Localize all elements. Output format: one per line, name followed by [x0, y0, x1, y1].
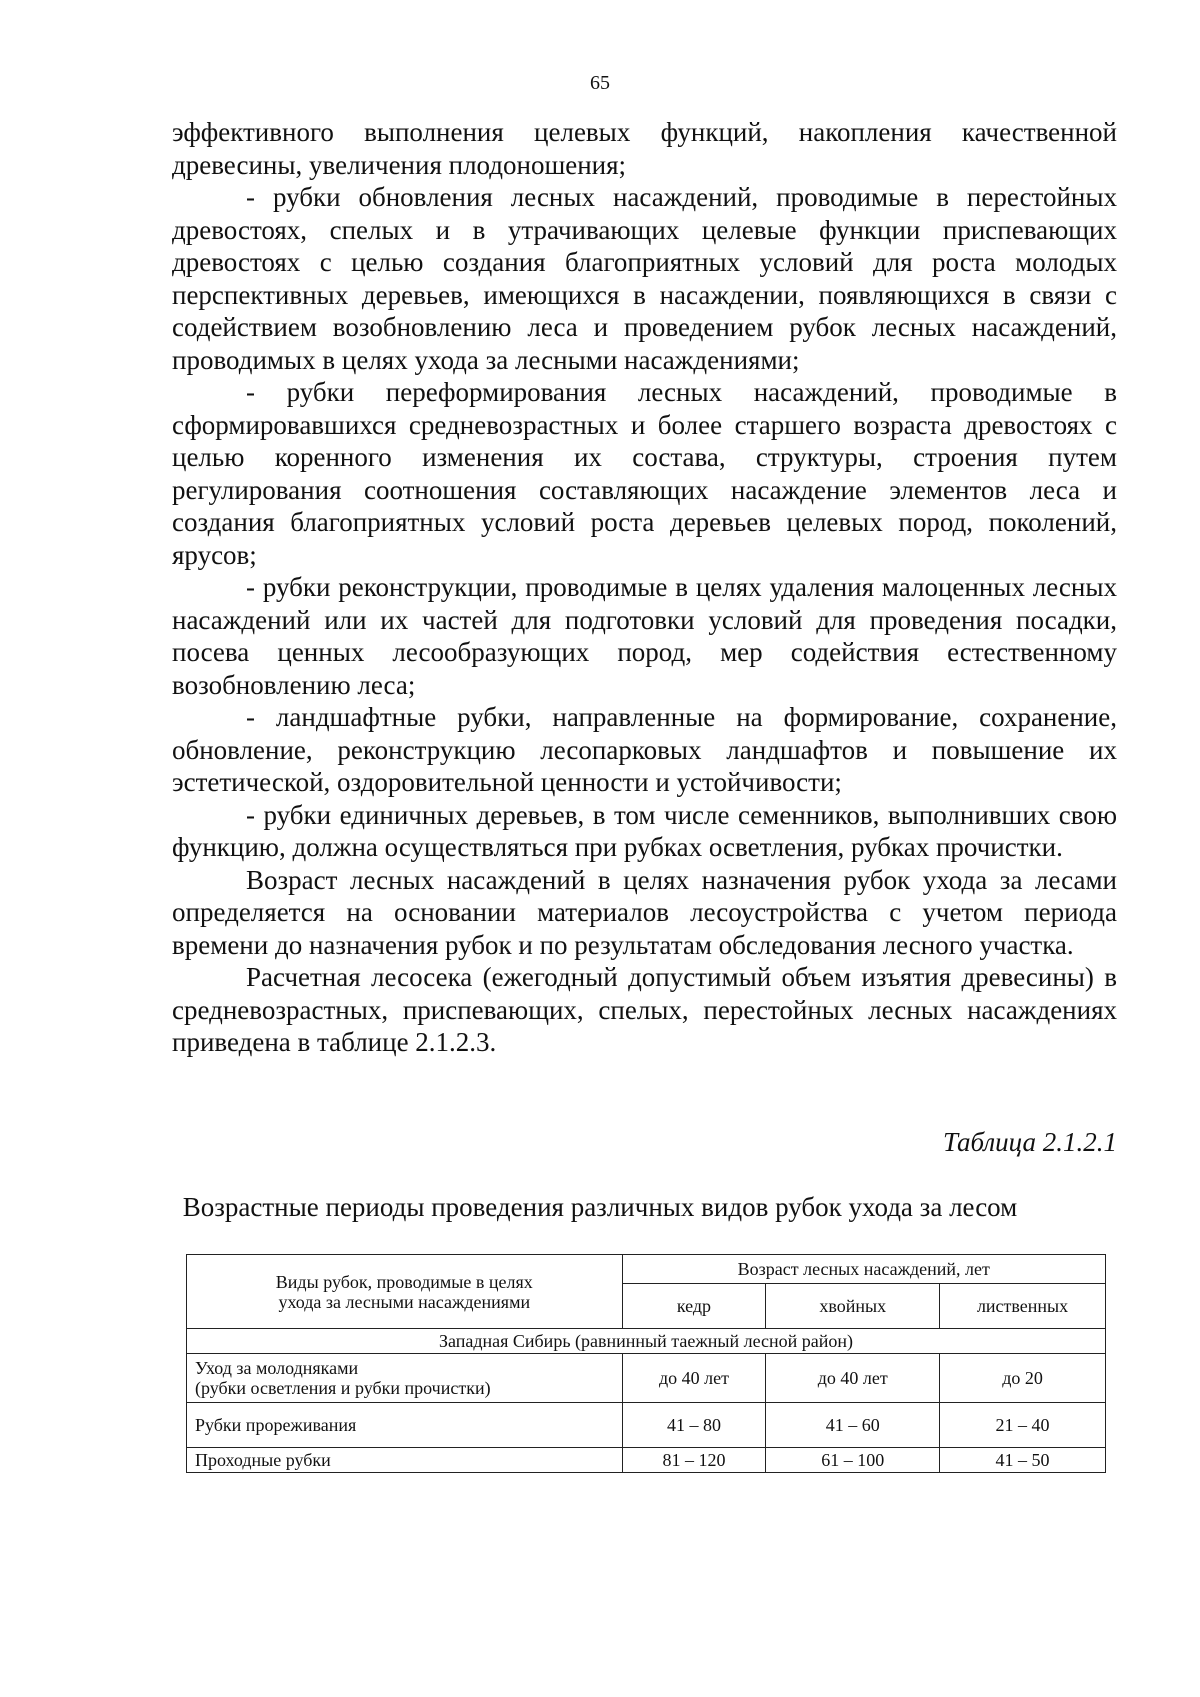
table-title: Возрастные периоды проведения различных видов рубок ухода за лесом: [182, 1192, 1018, 1222]
table-row: [187, 1354, 1106, 1403]
table-header-row: [187, 1255, 1106, 1284]
cell-coniferous: до 40 лет: [766, 1354, 940, 1403]
table-region-row: [187, 1329, 1106, 1354]
cell-coniferous: 61 – 100: [766, 1448, 940, 1473]
paragraph-renewal-cuttings: - рубки обновления лесных насаждений, проводимые в перестойных древостоях, спелых и в утрачивающих целевые функции приспевающих древостоях с целью создания благоприятных условий для роста молодых перспективных деревьев, имеющихся в насаждении, появляющихся в связи с содействием возобновлению леса и проведением рубок лесных насаждений, проводимых в целях ухода за лесными насаждениями;: [172, 182, 1117, 375]
paragraph-reconstruction-cuttings: - рубки реконструкции, проводимые в целях удаления малоценных лесных насаждений или их частей для подготовки условий для проведения посадки, посева ценных лесообразующих пород, мер содействия естественному возобновлению леса;: [172, 572, 1117, 700]
table-label: Таблица 2.1.2.1: [942, 1127, 1117, 1157]
page-number: 65: [590, 72, 610, 94]
header-col-cedar: кедр: [622, 1284, 766, 1329]
paragraph-landscape-cuttings: - ландшафтные рубки, направленные на формирование, сохранение, обновление, реконструкцию лесопарковых ландшафтов и повышение их эстетической, оздоровительной ценности и устойчивости;: [172, 702, 1117, 797]
cell-deciduous: 41 – 50: [940, 1448, 1106, 1473]
cell-cedar: 41 – 80: [622, 1403, 766, 1448]
header-col-deciduous: лиственных: [940, 1284, 1106, 1329]
paragraph-allowable-cut: Расчетная лесосека (ежегодный допустимый объем изъятия древесины) в средневозрастных, приспевающих, спелых, перестойных лесных насаждениях приведена в таблице 2.1.2.3.: [172, 962, 1117, 1057]
table-row: [187, 1403, 1106, 1448]
header-cutting-type: Виды рубок, проводимые в целях ухода за лесными насаждениями: [187, 1255, 623, 1329]
cell-coniferous: 41 – 60: [766, 1403, 940, 1448]
row-name: Проходные рубки: [187, 1448, 623, 1473]
cell-deciduous: 21 – 40: [940, 1403, 1106, 1448]
row-name-note: (рубки осветления и рубки прочистки): [195, 1378, 491, 1398]
document-body: [172, 116, 1117, 1059]
age-periods-table: [186, 1254, 1106, 1473]
row-name: Рубки прореживания: [187, 1403, 623, 1448]
header-col-coniferous: хвойных: [766, 1284, 940, 1329]
cell-cedar: 81 – 120: [622, 1448, 766, 1473]
region-label: Западная Сибирь (равнинный таежный лесной район): [187, 1329, 1106, 1354]
row-name: [187, 1354, 623, 1403]
paragraph-reformation-cuttings: - рубки переформирования лесных насаждений, проводимые в сформировавшихся средневозрастных и более старшего возраста древостоях с целью коренного изменения их состава, структуры, строения путем регулирования соотношения составляющих насаждение элементов леса и создания благоприятных условий роста деревьев целевых пород, поколений, ярусов;: [172, 377, 1117, 570]
paragraph-continuation: эффективного выполнения целевых функций, накопления качественной древесины, увеличения плодоношения;: [172, 117, 1117, 180]
row-name-line: Уход за молодняками: [195, 1358, 359, 1378]
paragraph-single-tree-cuttings: - рубки единичных деревьев, в том числе семенников, выполнивших свою функцию, должна осуществляться при рубках осветления, рубках прочистки.: [172, 799, 1117, 862]
paragraph-stand-age: Возраст лесных насаждений в целях назначения рубок ухода за лесами определяется на основании материалов лесоустройства с учетом периода времени до назначения рубок и по результатам обследования лесного участка.: [172, 864, 1117, 960]
table-row: [187, 1448, 1106, 1473]
header-stand-age: Возраст лесных насаждений, лет: [622, 1255, 1105, 1284]
cell-cedar: до 40 лет: [622, 1354, 766, 1403]
cell-deciduous: до 20: [940, 1354, 1106, 1403]
